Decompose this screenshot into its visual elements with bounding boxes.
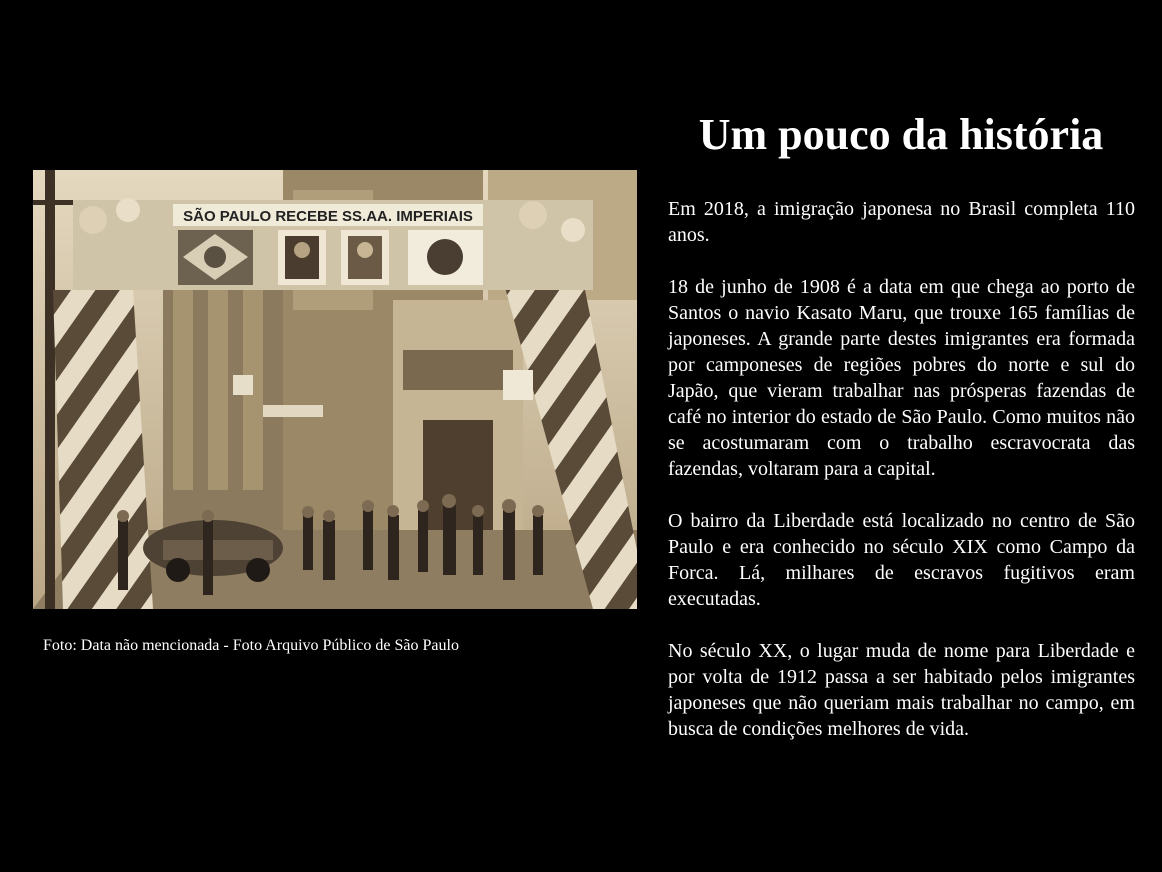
history-text — [668, 196, 1135, 742]
historic-street-photo — [33, 170, 637, 609]
paragraph-2: 18 de junho de 1908 é a data em que chega ao porto de Santos o navio Kasato Maru, que trouxe 165 famílias de japoneses. A grande parte destes imigrantes era formada por camponeses de regiões pobres do norte e sul do Japão, que vieram trabalhar nas prósperas fazendas de café no interior do estado de São Paulo. Como muitos não se acostumaram com o trabalho escravocrata das fazendas, voltaram para a capital. — [668, 276, 1135, 480]
page-title: Um pouco da história — [698, 110, 1104, 159]
paragraph-4: No século XX, o lugar muda de nome para Liberdade e por volta de 1912 passa a ser habitado pelos imigrantes japoneses que não queriam mais trabalhar no campo, em busca de condições melhores de vida. — [668, 640, 1135, 740]
paragraph-3: O bairro da Liberdade está localizado no centro de São Paulo e era conhecido no século XIX como Campo da Forca. Lá, milhares de escravos fugitivos eram executadas. — [668, 510, 1135, 610]
paragraph-1: Em 2018, a imigração japonesa no Brasil completa 110 anos. — [668, 198, 1135, 246]
banner-text: SÃO PAULO RECEBE SS.AA. IMPERIAIS — [183, 208, 473, 225]
photo-caption: Foto: Data não mencionada - Foto Arquivo Público de São Paulo — [43, 637, 459, 654]
